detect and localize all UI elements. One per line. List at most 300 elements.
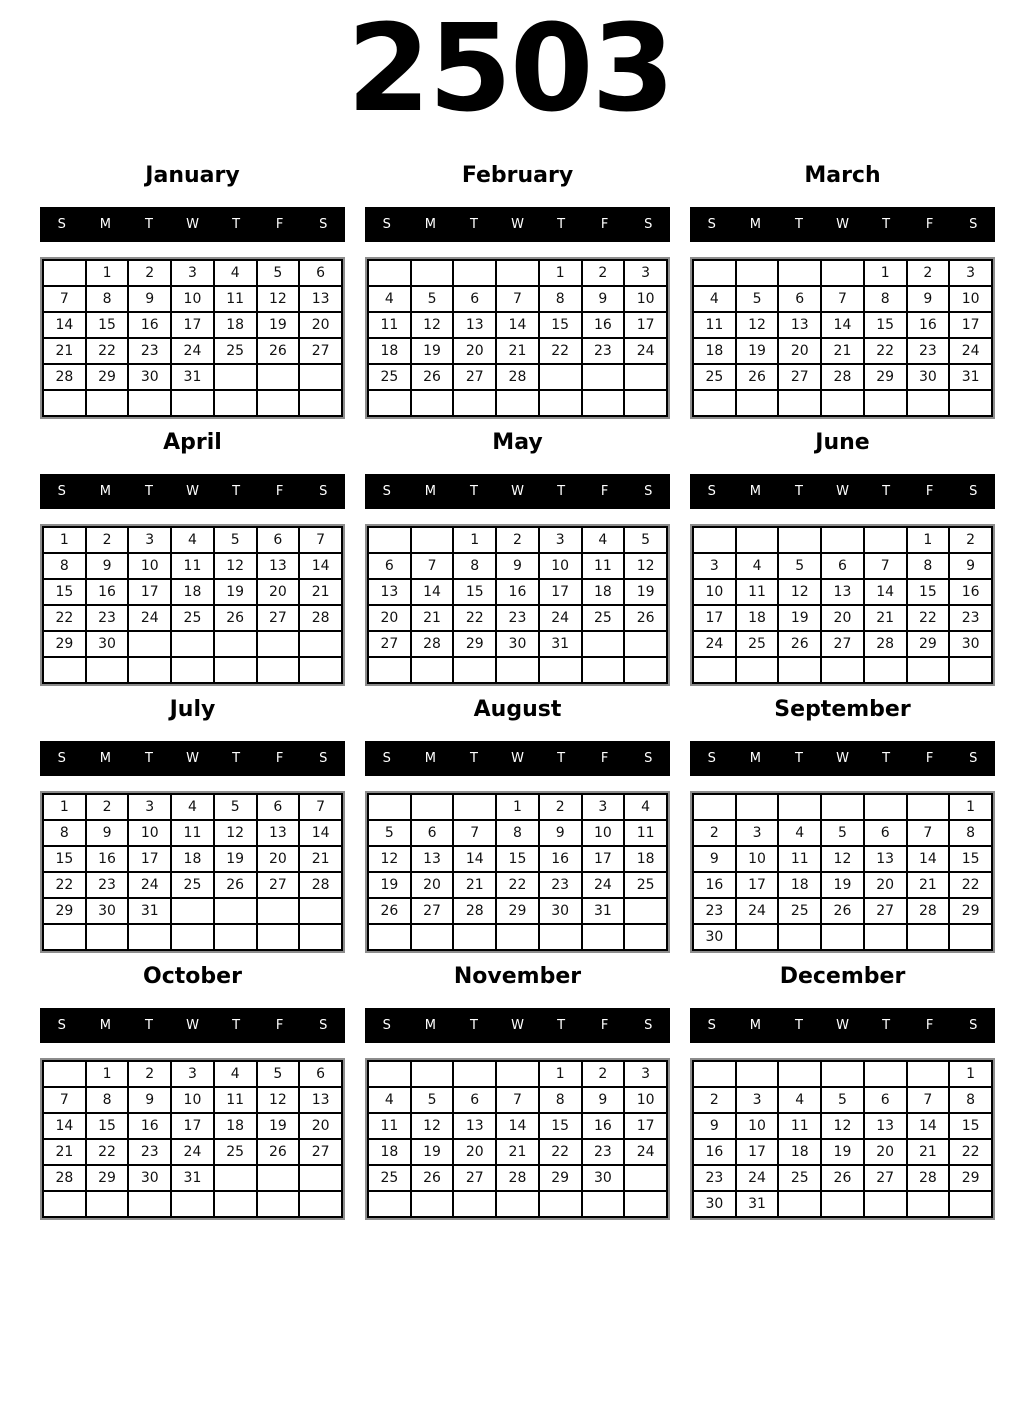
empty-date-cell bbox=[299, 631, 342, 657]
date-cell: 22 bbox=[86, 1139, 129, 1165]
weekday-label: T bbox=[232, 484, 241, 499]
empty-date-cell bbox=[43, 924, 86, 950]
date-cell: 9 bbox=[949, 553, 992, 579]
date-cell: 13 bbox=[453, 312, 496, 338]
empty-date-cell bbox=[907, 924, 950, 950]
date-cell: 23 bbox=[693, 1165, 736, 1191]
empty-date-cell bbox=[496, 1191, 539, 1217]
date-cell: 9 bbox=[86, 820, 129, 846]
weekday-header-row bbox=[690, 741, 995, 776]
date-cell: 22 bbox=[43, 605, 86, 631]
date-cell: 15 bbox=[539, 312, 582, 338]
date-cell: 14 bbox=[299, 553, 342, 579]
empty-date-cell bbox=[864, 390, 907, 416]
dates-table-frame bbox=[690, 791, 995, 953]
weekday-header-row bbox=[40, 207, 345, 242]
dates-table-frame bbox=[40, 257, 345, 419]
date-cell: 21 bbox=[907, 1139, 950, 1165]
empty-date-cell bbox=[907, 1061, 950, 1087]
weekday-label: T bbox=[232, 217, 241, 232]
week-row bbox=[368, 846, 667, 872]
month-title: November bbox=[453, 964, 582, 989]
empty-date-cell bbox=[582, 657, 625, 683]
empty-date-cell bbox=[539, 657, 582, 683]
date-cell: 25 bbox=[214, 1139, 257, 1165]
date-cell: 2 bbox=[86, 794, 129, 820]
date-cell: 11 bbox=[171, 820, 214, 846]
date-cell: 18 bbox=[214, 312, 257, 338]
date-cell: 12 bbox=[368, 846, 411, 872]
month-january bbox=[40, 162, 345, 419]
date-cell: 13 bbox=[368, 579, 411, 605]
date-cell: 30 bbox=[949, 631, 992, 657]
date-cell: 25 bbox=[778, 1165, 821, 1191]
empty-date-cell bbox=[778, 657, 821, 683]
week-row bbox=[693, 820, 992, 846]
date-cell: 24 bbox=[128, 605, 171, 631]
date-cell: 17 bbox=[624, 1113, 667, 1139]
date-cell: 22 bbox=[864, 338, 907, 364]
date-cell: 27 bbox=[821, 631, 864, 657]
date-cell: 19 bbox=[257, 1113, 300, 1139]
month-may bbox=[365, 429, 670, 686]
empty-date-cell bbox=[86, 657, 129, 683]
weekday-label: M bbox=[749, 1018, 761, 1033]
empty-date-cell bbox=[736, 1061, 779, 1087]
date-cell: 20 bbox=[864, 1139, 907, 1165]
date-cell: 20 bbox=[299, 1113, 342, 1139]
week-row bbox=[368, 872, 667, 898]
empty-date-cell bbox=[624, 390, 667, 416]
empty-date-cell bbox=[86, 1191, 129, 1217]
weekday-label: M bbox=[749, 484, 761, 499]
date-cell: 7 bbox=[907, 1087, 950, 1113]
empty-date-cell bbox=[949, 657, 992, 683]
month-december bbox=[690, 963, 995, 1220]
date-cell: 11 bbox=[214, 1087, 257, 1113]
empty-date-cell bbox=[299, 898, 342, 924]
date-cell: 14 bbox=[496, 312, 539, 338]
empty-date-cell bbox=[582, 390, 625, 416]
date-cell: 28 bbox=[299, 605, 342, 631]
date-cell: 22 bbox=[539, 1139, 582, 1165]
weekday-label: T bbox=[794, 484, 803, 499]
empty-date-cell bbox=[214, 898, 257, 924]
date-cell: 20 bbox=[821, 605, 864, 631]
date-cell: 2 bbox=[86, 527, 129, 553]
date-cell: 5 bbox=[624, 527, 667, 553]
empty-date-cell bbox=[693, 657, 736, 683]
week-row bbox=[43, 286, 342, 312]
week-row bbox=[368, 260, 667, 286]
week-row bbox=[43, 338, 342, 364]
date-cell: 25 bbox=[693, 364, 736, 390]
date-cell: 2 bbox=[949, 527, 992, 553]
empty-date-cell bbox=[821, 794, 864, 820]
dates-table-frame bbox=[690, 257, 995, 419]
week-row bbox=[368, 286, 667, 312]
date-cell: 30 bbox=[582, 1165, 625, 1191]
week-row bbox=[693, 846, 992, 872]
empty-date-cell bbox=[368, 924, 411, 950]
date-cell: 25 bbox=[368, 1165, 411, 1191]
date-cell: 9 bbox=[128, 286, 171, 312]
date-cell: 8 bbox=[496, 820, 539, 846]
empty-date-cell bbox=[257, 390, 300, 416]
empty-date-cell bbox=[778, 794, 821, 820]
week-row bbox=[368, 527, 667, 553]
date-cell: 4 bbox=[171, 527, 214, 553]
date-cell: 3 bbox=[171, 1061, 214, 1087]
date-cell: 2 bbox=[128, 1061, 171, 1087]
date-cell: 22 bbox=[907, 605, 950, 631]
empty-date-cell bbox=[624, 364, 667, 390]
empty-date-cell bbox=[949, 390, 992, 416]
date-cell: 6 bbox=[368, 553, 411, 579]
date-cell: 15 bbox=[949, 1113, 992, 1139]
week-row bbox=[368, 579, 667, 605]
date-cell: 17 bbox=[736, 1139, 779, 1165]
dates-table bbox=[42, 793, 343, 951]
date-cell: 6 bbox=[299, 260, 342, 286]
week-row bbox=[693, 657, 992, 683]
date-cell: 27 bbox=[299, 338, 342, 364]
empty-date-cell bbox=[736, 527, 779, 553]
date-cell: 12 bbox=[821, 846, 864, 872]
date-cell: 1 bbox=[949, 794, 992, 820]
week-row bbox=[43, 820, 342, 846]
date-cell: 16 bbox=[496, 579, 539, 605]
date-cell: 3 bbox=[171, 260, 214, 286]
empty-date-cell bbox=[736, 260, 779, 286]
date-cell: 6 bbox=[411, 820, 454, 846]
weekday-label: T bbox=[882, 484, 891, 499]
date-cell: 12 bbox=[257, 286, 300, 312]
weekday-label: M bbox=[424, 1018, 436, 1033]
date-cell: 14 bbox=[43, 312, 86, 338]
empty-date-cell bbox=[368, 260, 411, 286]
dates-table bbox=[367, 793, 668, 951]
week-row bbox=[693, 1061, 992, 1087]
week-row bbox=[43, 657, 342, 683]
date-cell: 27 bbox=[778, 364, 821, 390]
weekday-label: F bbox=[925, 751, 934, 766]
date-cell: 21 bbox=[907, 872, 950, 898]
date-cell: 16 bbox=[949, 579, 992, 605]
week-row bbox=[43, 1165, 342, 1191]
date-cell: 6 bbox=[821, 553, 864, 579]
date-cell: 10 bbox=[171, 1087, 214, 1113]
date-cell: 25 bbox=[624, 872, 667, 898]
year-title: 2503 bbox=[347, 0, 673, 139]
empty-date-cell bbox=[257, 1191, 300, 1217]
empty-date-cell bbox=[86, 390, 129, 416]
date-cell: 6 bbox=[864, 1087, 907, 1113]
date-cell: 29 bbox=[86, 1165, 129, 1191]
weekday-label: S bbox=[382, 1018, 391, 1033]
date-cell: 26 bbox=[257, 1139, 300, 1165]
empty-date-cell bbox=[257, 1165, 300, 1191]
date-cell: 22 bbox=[86, 338, 129, 364]
date-cell: 17 bbox=[624, 312, 667, 338]
empty-date-cell bbox=[43, 390, 86, 416]
empty-date-cell bbox=[299, 657, 342, 683]
empty-date-cell bbox=[368, 390, 411, 416]
week-row bbox=[43, 631, 342, 657]
date-cell: 17 bbox=[539, 579, 582, 605]
weekday-label: F bbox=[275, 751, 284, 766]
date-cell: 19 bbox=[368, 872, 411, 898]
weekday-label: S bbox=[707, 217, 716, 232]
weekday-label: S bbox=[382, 751, 391, 766]
date-cell: 12 bbox=[214, 820, 257, 846]
date-cell: 28 bbox=[821, 364, 864, 390]
empty-date-cell bbox=[582, 631, 625, 657]
date-cell: 22 bbox=[496, 872, 539, 898]
weekday-label: M bbox=[424, 484, 436, 499]
weekday-label: M bbox=[749, 751, 761, 766]
month-march bbox=[690, 162, 995, 419]
date-cell: 8 bbox=[453, 553, 496, 579]
date-cell: 11 bbox=[171, 553, 214, 579]
date-cell: 14 bbox=[453, 846, 496, 872]
date-cell: 8 bbox=[864, 286, 907, 312]
empty-date-cell bbox=[539, 364, 582, 390]
empty-date-cell bbox=[257, 898, 300, 924]
date-cell: 30 bbox=[496, 631, 539, 657]
date-cell: 19 bbox=[214, 579, 257, 605]
empty-date-cell bbox=[453, 657, 496, 683]
empty-date-cell bbox=[907, 657, 950, 683]
date-cell: 10 bbox=[171, 286, 214, 312]
weekday-label: W bbox=[511, 751, 524, 766]
week-row bbox=[368, 794, 667, 820]
date-cell: 24 bbox=[582, 872, 625, 898]
date-cell: 27 bbox=[257, 872, 300, 898]
empty-date-cell bbox=[821, 657, 864, 683]
empty-date-cell bbox=[821, 1191, 864, 1217]
date-cell: 15 bbox=[949, 846, 992, 872]
empty-date-cell bbox=[411, 657, 454, 683]
date-cell: 5 bbox=[821, 1087, 864, 1113]
weekday-label: M bbox=[424, 217, 436, 232]
weekday-label: F bbox=[600, 484, 609, 499]
weekday-label: M bbox=[424, 751, 436, 766]
date-cell: 21 bbox=[299, 846, 342, 872]
week-row bbox=[43, 1113, 342, 1139]
week-row bbox=[693, 898, 992, 924]
empty-date-cell bbox=[299, 924, 342, 950]
date-cell: 1 bbox=[949, 1061, 992, 1087]
date-cell: 11 bbox=[778, 846, 821, 872]
empty-date-cell bbox=[128, 924, 171, 950]
date-cell: 1 bbox=[539, 260, 582, 286]
date-cell: 24 bbox=[171, 1139, 214, 1165]
dates-table bbox=[367, 526, 668, 684]
empty-date-cell bbox=[864, 527, 907, 553]
weekday-label: S bbox=[707, 484, 716, 499]
date-cell: 15 bbox=[907, 579, 950, 605]
empty-date-cell bbox=[821, 260, 864, 286]
weekday-label: S bbox=[57, 484, 66, 499]
weekday-header-row bbox=[690, 474, 995, 509]
date-cell: 15 bbox=[496, 846, 539, 872]
date-cell: 4 bbox=[171, 794, 214, 820]
date-cell: 5 bbox=[214, 794, 257, 820]
date-cell: 26 bbox=[411, 1165, 454, 1191]
week-row bbox=[693, 794, 992, 820]
date-cell: 9 bbox=[693, 846, 736, 872]
month-august bbox=[365, 696, 670, 953]
date-cell: 20 bbox=[257, 846, 300, 872]
week-row bbox=[693, 1165, 992, 1191]
week-row bbox=[368, 1139, 667, 1165]
date-cell: 26 bbox=[821, 1165, 864, 1191]
empty-date-cell bbox=[693, 794, 736, 820]
week-row bbox=[43, 846, 342, 872]
date-cell: 5 bbox=[778, 553, 821, 579]
empty-date-cell bbox=[864, 794, 907, 820]
date-cell: 10 bbox=[736, 1113, 779, 1139]
date-cell: 18 bbox=[778, 1139, 821, 1165]
date-cell: 10 bbox=[693, 579, 736, 605]
date-cell: 14 bbox=[907, 1113, 950, 1139]
date-cell: 7 bbox=[453, 820, 496, 846]
date-cell: 15 bbox=[864, 312, 907, 338]
date-cell: 1 bbox=[86, 260, 129, 286]
dates-table-frame bbox=[365, 1058, 670, 1220]
month-title: April bbox=[163, 430, 222, 455]
empty-date-cell bbox=[171, 898, 214, 924]
date-cell: 17 bbox=[582, 846, 625, 872]
empty-date-cell bbox=[411, 1061, 454, 1087]
date-cell: 21 bbox=[864, 605, 907, 631]
empty-date-cell bbox=[453, 794, 496, 820]
date-cell: 26 bbox=[214, 605, 257, 631]
date-cell: 3 bbox=[693, 553, 736, 579]
week-row bbox=[43, 1139, 342, 1165]
date-cell: 4 bbox=[693, 286, 736, 312]
week-row bbox=[693, 1113, 992, 1139]
weekday-label: F bbox=[925, 217, 934, 232]
date-cell: 23 bbox=[582, 338, 625, 364]
empty-date-cell bbox=[171, 924, 214, 950]
calendar-grid bbox=[40, 162, 995, 1220]
date-cell: 28 bbox=[907, 898, 950, 924]
empty-date-cell bbox=[411, 527, 454, 553]
date-cell: 14 bbox=[411, 579, 454, 605]
date-cell: 15 bbox=[43, 579, 86, 605]
date-cell: 24 bbox=[736, 898, 779, 924]
weekday-label: W bbox=[836, 484, 849, 499]
weekday-label: F bbox=[925, 1018, 934, 1033]
dates-table bbox=[42, 526, 343, 684]
empty-date-cell bbox=[128, 631, 171, 657]
empty-date-cell bbox=[624, 657, 667, 683]
empty-date-cell bbox=[368, 794, 411, 820]
weekday-label: M bbox=[99, 1018, 111, 1033]
date-cell: 17 bbox=[693, 605, 736, 631]
date-cell: 5 bbox=[411, 286, 454, 312]
date-cell: 4 bbox=[778, 1087, 821, 1113]
dates-table bbox=[367, 1060, 668, 1218]
empty-date-cell bbox=[821, 527, 864, 553]
date-cell: 16 bbox=[539, 846, 582, 872]
week-row bbox=[43, 605, 342, 631]
date-cell: 24 bbox=[693, 631, 736, 657]
date-cell: 18 bbox=[214, 1113, 257, 1139]
weekday-label: T bbox=[144, 217, 153, 232]
month-title: October bbox=[143, 964, 242, 989]
date-cell: 10 bbox=[539, 553, 582, 579]
date-cell: 3 bbox=[624, 1061, 667, 1087]
empty-date-cell bbox=[214, 924, 257, 950]
date-cell: 20 bbox=[257, 579, 300, 605]
date-cell: 22 bbox=[949, 1139, 992, 1165]
week-row bbox=[693, 1087, 992, 1113]
date-cell: 21 bbox=[496, 1139, 539, 1165]
month-title: December bbox=[779, 964, 906, 989]
date-cell: 24 bbox=[171, 338, 214, 364]
date-cell: 4 bbox=[736, 553, 779, 579]
empty-date-cell bbox=[299, 1165, 342, 1191]
week-row bbox=[368, 631, 667, 657]
empty-date-cell bbox=[821, 390, 864, 416]
date-cell: 16 bbox=[693, 872, 736, 898]
weekday-label: T bbox=[232, 751, 241, 766]
empty-date-cell bbox=[736, 924, 779, 950]
week-row bbox=[368, 924, 667, 950]
month-title: March bbox=[804, 163, 881, 188]
date-cell: 24 bbox=[128, 872, 171, 898]
date-cell: 19 bbox=[778, 605, 821, 631]
date-cell: 18 bbox=[171, 846, 214, 872]
date-cell: 11 bbox=[736, 579, 779, 605]
empty-date-cell bbox=[43, 1061, 86, 1087]
date-cell: 8 bbox=[539, 286, 582, 312]
empty-date-cell bbox=[582, 364, 625, 390]
date-cell: 1 bbox=[496, 794, 539, 820]
date-cell: 21 bbox=[453, 872, 496, 898]
empty-date-cell bbox=[453, 260, 496, 286]
week-row bbox=[693, 527, 992, 553]
date-cell: 29 bbox=[43, 898, 86, 924]
date-cell: 29 bbox=[496, 898, 539, 924]
date-cell: 31 bbox=[171, 1165, 214, 1191]
week-row bbox=[693, 872, 992, 898]
empty-date-cell bbox=[496, 924, 539, 950]
dates-table-frame bbox=[690, 524, 995, 686]
empty-date-cell bbox=[43, 657, 86, 683]
date-cell: 29 bbox=[864, 364, 907, 390]
date-cell: 1 bbox=[539, 1061, 582, 1087]
empty-date-cell bbox=[778, 527, 821, 553]
date-cell: 25 bbox=[171, 605, 214, 631]
date-cell: 5 bbox=[257, 1061, 300, 1087]
date-cell: 13 bbox=[299, 1087, 342, 1113]
date-cell: 11 bbox=[368, 312, 411, 338]
empty-date-cell bbox=[539, 390, 582, 416]
date-cell: 29 bbox=[453, 631, 496, 657]
date-cell: 21 bbox=[43, 1139, 86, 1165]
date-cell: 6 bbox=[864, 820, 907, 846]
date-cell: 16 bbox=[128, 1113, 171, 1139]
date-cell: 28 bbox=[411, 631, 454, 657]
date-cell: 13 bbox=[411, 846, 454, 872]
weekday-label: W bbox=[186, 1018, 199, 1033]
date-cell: 1 bbox=[453, 527, 496, 553]
empty-date-cell bbox=[214, 1165, 257, 1191]
